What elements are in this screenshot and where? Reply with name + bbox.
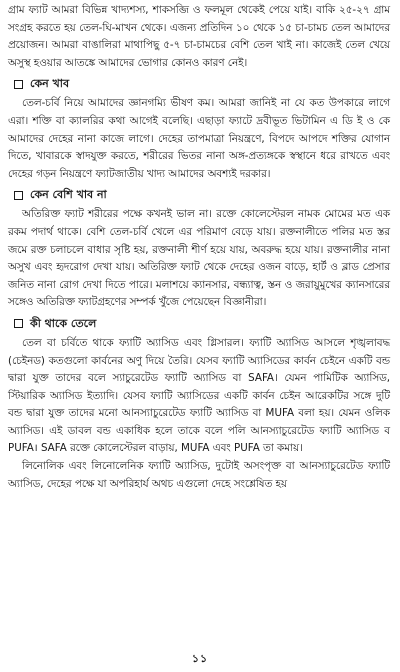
checkbox-bullet-icon: [14, 319, 23, 328]
page-number: ১১: [191, 652, 209, 665]
checkbox-bullet-icon: [14, 80, 23, 89]
closing-paragraph: লিনোলিক এবং লিনোলেনিক ফ্যাটি অ্যাসিড, দুটোই অসংপৃক্ত বা আনস্যাচুরেটেড ফ্যাটি অ্যাসিড, দেহের পক্ষে যা অপরিহার্য অথচ এগুলো দেহে সংশ্লেষিত হয়: [8, 460, 390, 490]
section-body-why-eat: তেল-চর্বি নিয়ে আমাদের জ্ঞানগম্যি ভীষণ কম। আমরা জানিই না যে কত উপকারে লাগে এরা। শক্তি বা ক্যালরির কথা আগেই বলেছি। এছাড়া ফ্যাটে দ্রবীভূত ভিটামিন এ ডি ই ও কে আমাদের দেহের নানা কাজে লাগে। দেহের তাপমাত্রা নিয়ন্ত্রণে, বিপদে আপদে শক্তির যোগান দিতে, খাবারকে স্বাদযুক্ত করতে, শরীরের ভিতর নানা অঙ্গ-প্রত্যঙ্গকে স্বস্থানে ধরে রাখতে এবং দেহের গড়ন নিয়ন্ত্রণে ফ্যাটজাতীয় খাদ্য আমাদের অবশ্যই দরকার।: [8, 97, 390, 180]
book-page: [8, 2, 390, 493]
section-body-what-in-oil: তেল বা চর্বিতে থাকে ফ্যাটি অ্যাসিড এবং গ্লিসারল। ফ্যাটি অ্যাসিড আসলে শৃঙ্খলাবদ্ধ (চেইনড) কতগুলো কার্বনের অণু দিয়ে তৈরি। যেসব ফ্যাটি অ্যাসিডের কার্বন চেইনে একটি বন্ড দ্বারা যুক্ত তাদের বলে স্যাচুরেটেড ফ্যাটি অ্যাসিড বা SAFA। যেমন পামিটিক অ্যাসিড, স্টিয়ারিক অ্যাসিড ইত্যাদি। যেসব ফ্যাটি অ্যাসিডের একটি কার্বন চেইন আরেকটির সঙ্গে দুটি বন্ড দ্বারা যুক্ত তাদের মনো আনস্যাচুরেটেড ফ্যাটি অ্যাসিড বা MUFA বলা হয়। যেমন ওলিক অ্যাসিড। এই ডাবল বন্ড একাধিক হলে তাকে বলে পলি আনস্যাচুরেটেড ফ্যাটি অ্যাসিড ব PUFA। SAFA রক্তে কোলেস্টেরল বাড়ায়, MUFA এবং PUFA তা কমায়।: [8, 336, 390, 455]
section-heading-text: কেন বেশি খাব না: [30, 188, 107, 202]
section-heading-what-in-oil: [14, 316, 390, 332]
section-heading-text: কেন খাব: [30, 77, 70, 91]
section-heading-why-not-excess: [14, 187, 390, 203]
section-body-why-not-excess: অতিরিক্ত ফ্যাট শরীরের পক্ষে কখনই ভাল না। রক্তে কোলেস্টেরল নামক মোমের মত এক রকম পদার্থ থাকে। বেশি তেল-চর্বি খেলে এর পরিমাণ বেড়ে যায়। রক্তনালীতে পলির মত স্তর জমে রক্ত চলাচলে বাধার সৃষ্টি হয়, রক্তনালী শীর্ণ হয়ে যায়, অবরুদ্ধ হয়ে যায়। রক্তনালীর নানা অসুখ এবং হৃদরোগ দেখা যায়। অতিরিক্ত ফ্যাট থেকে দেহের ওজন বাড়ে, হার্ট ও ব্লাড প্রেসার জনিত নানা রোগ দেখা দিতে পারে। মলাশয়ে ক্যানসার, বন্ধ্যাত্ব, স্তন ও জরায়ুমুখের ক্যানসারের সঙ্গেও অতিরিক্ত ফ্যাটগ্রহণের সম্পর্ক খুঁজে পেয়েছেন বিজ্ঞানীরা।: [8, 208, 390, 309]
intro-paragraph: গ্রাম ফ্যাট আমরা বিভিন্ন খাদ্যশস্য, শাকসব্জি ও ফলমূল থেকেই পেয়ে যাই। বাকি ২৫-২৭ গ্রাম সংগ্রহ করতে হয় তেল-ঘি-মাখন থেকে। এজন্য প্রতিদিন ১০ থেকে ১৫ চা-চামচ তেল আমাদের প্রয়োজন। আমরা বাঙালিরা মাথাপিছু ৫-৭ চা-চামচের বেশি তেল খাই না। কাজেই তেল খেয়ে অসুস্থ হওয়ার আতঙ্কে আমাদের ভোগার কোনও কারণ নেই।: [8, 4, 390, 69]
section-heading-text: কী থাকে তেলে: [30, 316, 97, 330]
section-heading-why-eat: [14, 76, 390, 92]
checkbox-bullet-icon: [14, 191, 23, 200]
